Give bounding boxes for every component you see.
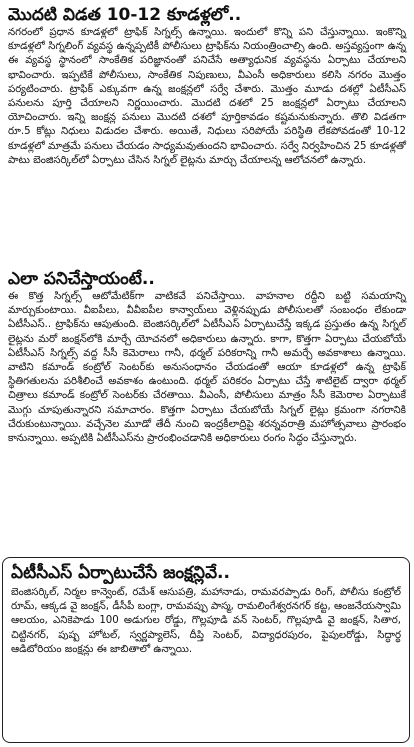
section-heading-how-it-works: ఎలా పనిచేస్తాయంటే.. [8, 269, 155, 289]
section-body-first-phase: నగరంలో ప్రధాన కూడళ్లలో ట్రాఫిక్ సిగ్నల్స్ ఉన్నాయి. ఇందులో కొన్ని పని చేస్తున్నాయి. ఇంకొన్ని కూడళ్లలో సిగ్నలింగ్ వ్యవస్థ ఉన్నప్పటికీ పోలీసులు ట్రాఫిక్‌ను నియంత్రించాల్సి ఉంది. అస్తవ్యస్తంగా ఉన్న ఈ వ్యవస్థ స్థానంలో సాంకేతిక పరిజ్ఞానంతో పనిచేసే అత్యాధునిక వ్యవస్థను ఏర్పాటు చేయాలని భావించారు. ఇప్పటికే పోలీసులు, సాంకేతిక నిపుణులు, వీఎంసీ అధికారులు కలిసి నగరం మొత్తం పర్యటించారు. ట్రాఫిక్ ఎక్కువగా ఉన్న జంక్షన్లలో సర్వే చేశారు. మొత్తం మూడు దశల్లో ఏటీసీఎస్ పనులను పూర్తి చేయాలని నిర్ణయించారు. మొదటి దశలో 25 జంక్షన్లలో ఏర్పాటు చేయాలని యోచించారు. ఇన్ని జంక్షన్ల పనులు మొదటి దశలో పూర్తికావడం కష్టమనుకున్నారు. తొలి విడతగా రూ.5 కోట్లు నిధులు విడుదల చేశారు. అయితే, నిధులు సరిపోయే పరిస్థితి లేకపోవడంతో 10-12 కూడళ్లలో మాత్రమే పనులు చేయడం సాధ్యమవుతుందని భావించారు. సర్వే నిర్వహించిన 25 కూడళ్లతో పాటు బెంజిసర్కిల్‌లో ఏర్పాటు చేసిన సిగ్నల్ లైట్లను మార్చు చేయాలన్న ఆలోచనలో ఉన్నారు. [8, 27, 406, 166]
section-heading-first-phase: మొదటి విడత 10-12 కూడళ్లలో.. [8, 5, 242, 25]
section-heading-junctions: ఏటీసీఎస్ ఏర్పాటుచేసే జంక్షన్లివే.. [11, 563, 230, 583]
junctions-box [2, 557, 410, 743]
section-body-junctions: బెంజిసర్కిల్, నిర్మల కాన్వెంట్, రమేశ్ ఆసుపత్రి, మహానాడు, రామవరప్పాడు రింగ్, పోలీసు కంట్రోల్ రూమ్, ఆక్కడ వై జంక్షన్, డీసీపీ బంగ్లా, రామవప్పు పాస్మ, రామలింగేశ్వరనగర్ కట్ట, ఆంజనేయస్వామి ఆలయం, ఎనికెపాడు 100 అడుగుల రోడ్డు, గొల్లపూడి వన్ సెంటర్, గొల్లపూడి వై జంక్షన్, సితార, చిట్టినగర్, పుష్ప హోటల్, స్వర్ణప్యాలెస్, దీప్తి సెంటర్, విద్యాధరపురం, పైపులరోడ్డు, సిద్ధార్థ ఆడిటోరియం జంక్షన్లు ఈ జాబితాలో ఉన్నాయి. [11, 587, 401, 655]
section-body-how-it-works: ఈ కొత్త సిగ్నల్స్ ఆటోమేటిక్‌గా వాటికవే పనిచేస్తాయి. వాహనాల రద్దీని బట్టి సమయాన్ని మార్చుకుంటాయి. వీఐపీలు, వీవీఐపీల కాన్వాయ్‌లు వెళ్లినప్పుడు పోలీసులతో సంబంధం లేకుండా ఏటీసీఎస్.. ట్రాఫిక్‌ను ఆపుతుంది. బెంజిసర్కిల్‌లో ఏటీసీఎస్ ఏర్పాటుచేస్తే ఇక్కడ ప్రస్తుతం ఉన్న సిగ్నల్ లైట్లను మరో జంక్షన్‌లోకి మార్చే యోచనలో అధికారులు ఉన్నారు. కాగా, కొత్తగా ఏర్పాటు చేయబోయే ఏటీసీఎస్ సిగ్నల్స్ వద్ద సీసీ కెమెరాలు గానీ, థర్మల్ పరికరాన్ని గానీ అమర్చే అవకాశాలు ఉన్నాయి. వాటిని కమాండ్ కంట్రోల్ సెంటర్‌కు అనుసంధానం చేయడంతో ఆయా కూడళ్లలో ఉన్న ట్రాఫిక్ స్థితిగతులను పరిశీలించే అవకాశం ఉంటుంది. థర్మల్ పరికరం ఏర్పాటు చేస్తే శాటిలైట్ ద్వారా థర్మల్ చిత్రాలు కమాండ్ కంట్రోల్ సెంటర్‌కు చేరతాయి. వీఎంసీ, పోలీసులు మాత్రం సీసీ కెమెరాల ఏర్పాటుకే మొగ్గు చూపుతున్నారని సమాచారం. కొత్తగా ఏర్పాటు చేయబోయే సిగ్నల్ లైట్లు క్రమంగా నగరానికి చేరుకుంటున్నాయి. వచ్చేనెల మూడో తేదీ నుంచి ఇంద్రకీలాద్రిపై శరన్నవరాత్రి మహోత్సవాలు ప్రారంభం కానున్నాయి. అప్పటికి ఏటీసీఎస్‌ను ప్రారంభించడానికి అధికారులు రంగం సిద్ధం చేస్తున్నారు. [8, 291, 406, 445]
